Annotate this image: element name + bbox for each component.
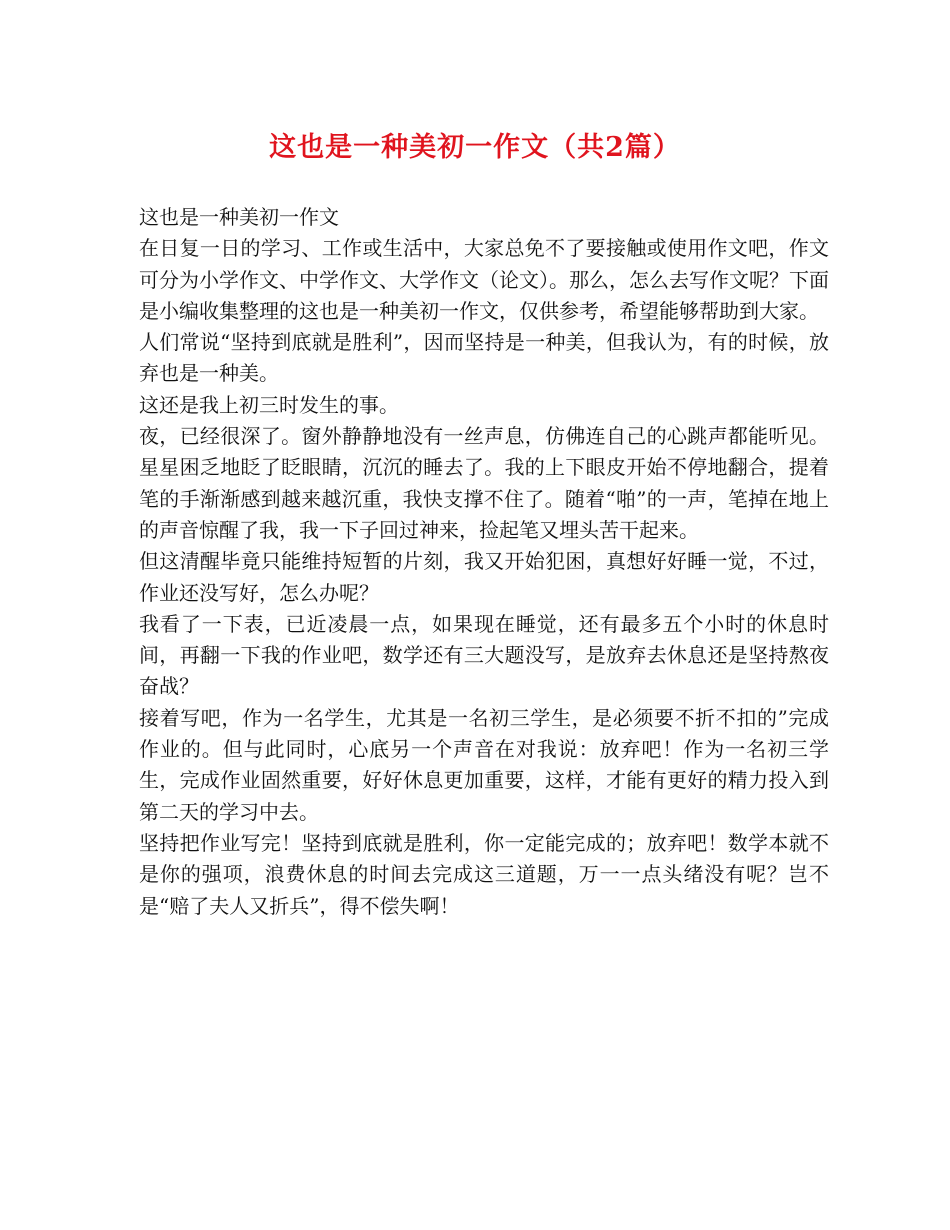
- document-body: [139, 202, 829, 922]
- paragraph-subtitle: 这也是一种美初一作文: [139, 205, 339, 229]
- paragraph: 在日复一日的学习、工作或生活中，大家总免不了要接触或使用作文吧，作文可分为小学作文、中学作文、大学作文（论文）。那么，怎么去写作文呢？下面是小编收集整理的这也是一种美初一作文，仅供参考，希望能够帮助到大家。: [139, 236, 829, 323]
- paragraph: 这还是我上初三时发生的事。: [139, 392, 399, 417]
- paragraph: 我看了一下表，已近凌晨一点，如果现在睡觉，还有最多五个小时的休息时间，再翻一下我的作业吧，数学还有三大题没写，是放弃去休息还是坚持熬夜奋战？: [139, 611, 829, 699]
- paragraph: 坚持把作业写完！坚持到底就是胜利，你一定能完成的；放弃吧！数学本就不是你的强项，浪费休息的时间去完成这三道题，万一一点头绪没有呢？岂不是“赔了夫人又折兵”，得不偿失啊！: [139, 830, 829, 918]
- paragraph: 夜，已经很深了。窗外静静地没有一丝声息，仿佛连自己的心跳声都能听见。星星困乏地眨了眨眼睛，沉沉的睡去了。我的上下眼皮开始不停地翻合，提着笔的手渐渐感到越来越沉重，我快支撑不住了。随着“啪”的一声，笔掉在地上的声音惊醒了我，我一下子回过神来，捡起笔又埋头苦干起来。: [139, 424, 829, 542]
- document-title: 这也是一种美初一作文（共2篇）: [269, 132, 681, 163]
- paragraph: 接着写吧，作为一名学生，尤其是一名初三学生，是必须要不折不扣的”完成作业的。但与此同时，心底另一个声音在对我说：放弃吧！作为一名初三学生，完成作业固然重要，好好休息更加重要，这样，才能有更好的精力投入到第二天的学习中去。: [139, 705, 829, 824]
- paragraph: 但这清醒毕竟只能维持短暂的片刻，我又开始犯困，真想好好睡一觉，不过，作业还没写好，怎么办呢？: [139, 549, 829, 605]
- paragraph: 人们常说“坚持到底就是胜利”，因而坚持是一种美，但我认为，有的时候，放弃也是一种美。: [139, 330, 829, 386]
